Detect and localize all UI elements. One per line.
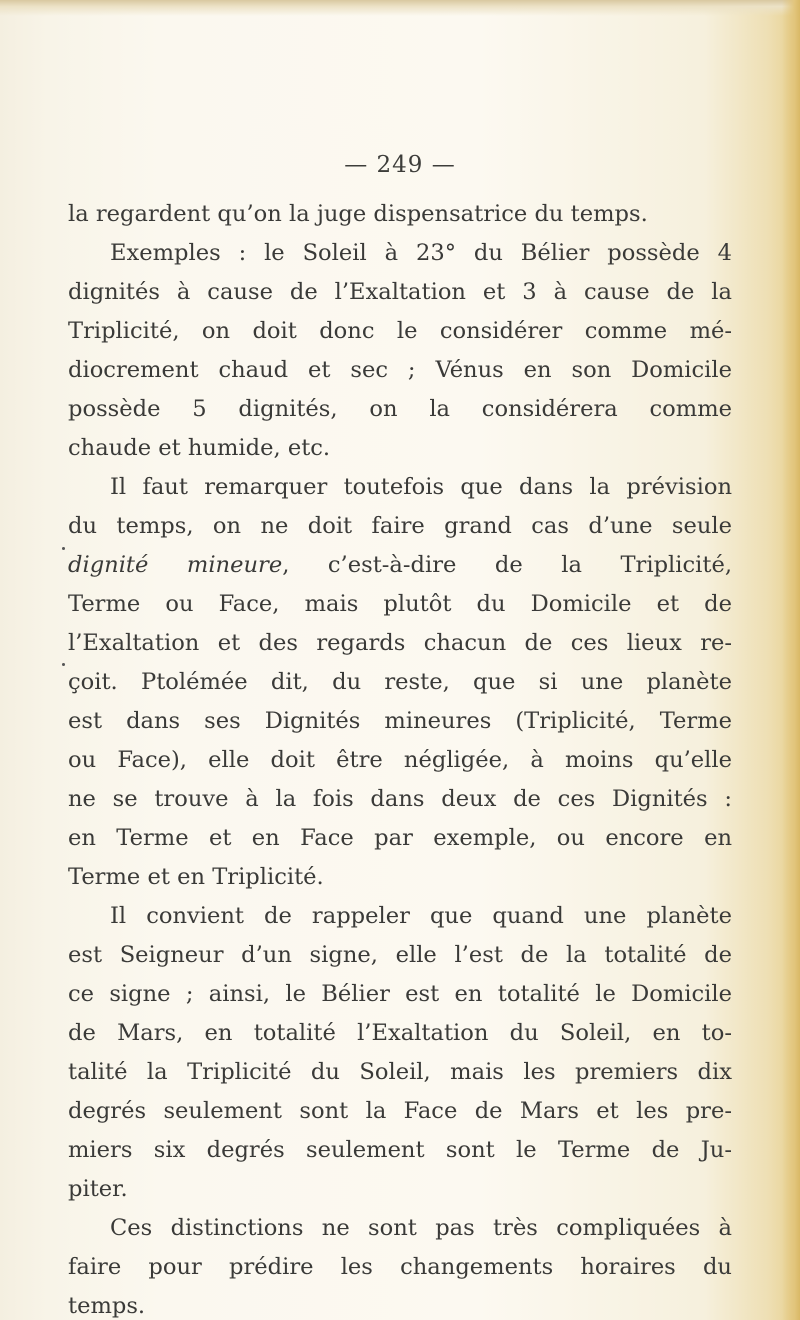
text-line: degrés seulement sont la Face de Mars et les pre- [68,1098,732,1124]
paragraph-last-line: chaude et humide, etc. [68,435,331,461]
paragraph-first-line: Il faut remarquer toutefois que dans la prévision [110,474,732,500]
paragraph-first-line: Il convient de rappeler que quand une planète [110,903,732,929]
margin-mark [62,547,65,550]
text-line-with-italic [68,546,732,585]
text-line: est Seigneur d’un signe, elle l’est de la totalité de [68,942,732,968]
paragraph-first-line: Exemples : le Soleil à 23° du Bélier possède 4 [110,240,732,266]
text-line: talité la Triplicité du Soleil, mais les premiers dix [68,1059,732,1085]
page-top-edge [0,0,800,16]
body-text [68,195,732,1320]
text-line-rest: , c’est-à-dire de la Triplicité, [282,552,732,578]
italic-term: dignité mineure [68,552,283,578]
text-line: ou Face), elle doit être négligée, à moins qu’elle [68,747,732,773]
paragraph-last-line: Terme et en Triplicité. [68,864,324,890]
text-line: la regardent qu’on la juge dispensatrice du temps. [68,201,648,227]
text-line: du temps, on ne doit faire grand cas d’une seule [68,513,732,539]
paragraph-first-line: Ces distinctions ne sont pas très compliquées à [110,1215,732,1241]
paragraph-last-line: piter. [68,1176,128,1202]
text-line: l’Exaltation et des regards chacun de ces lieux re- [68,630,732,656]
margin-mark [62,663,65,666]
text-line: Triplicité, on doit donc le considérer comme mé- [68,318,732,344]
text-line: possède 5 dignités, on la considérera comme [68,396,732,422]
page-number: — 249 — [344,152,456,178]
text-line: miers six degrés seulement sont le Terme de Ju- [68,1137,732,1163]
text-line: çoit. Ptolémée dit, du reste, que si une planète [68,669,732,695]
text-line: Terme ou Face, mais plutôt du Domicile et de [68,591,732,617]
text-line: en Terme et en Face par exemple, ou encore en [68,825,732,851]
text-line: ne se trouve à la fois dans deux de ces Dignités : [68,786,732,812]
text-line: faire pour prédire les changements horaires du [68,1254,732,1280]
page-right-edge [782,0,800,1320]
text-line: est dans ses Dignités mineures (Triplicité, Terme [68,708,732,734]
text-line: ce signe ; ainsi, le Bélier est en totalité le Domicile [68,981,732,1007]
paragraph-last-line: temps. [68,1293,146,1319]
text-line: dignités à cause de l’Exaltation et 3 à cause de la [68,279,732,305]
text-line: diocrement chaud et sec ; Vénus en son Domicile [68,357,732,383]
text-line: de Mars, en totalité l’Exaltation du Soleil, en to- [68,1020,732,1046]
